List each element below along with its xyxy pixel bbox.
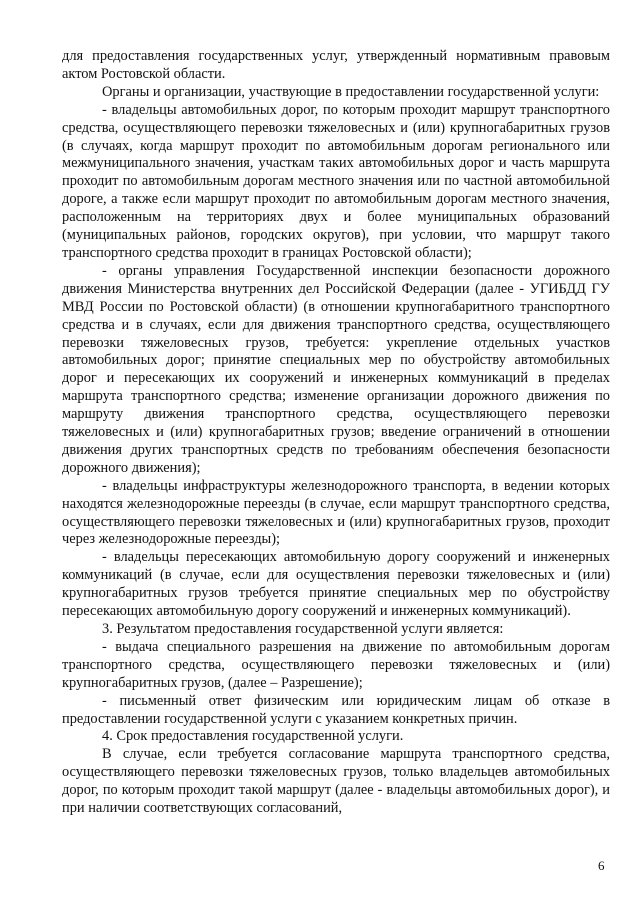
paragraph-intro-continuation: для предоставления государственных услуг, утвержденный нормативным правовым актом Ростовской области. [62,48,610,82]
list-item-permit-issuance: - выдача специального разрешения на движение по автомобильным дорогам транспортного средства, осуществляющего перевозки тяжеловесных и (или) крупногабаритных грузов, (далее – Разрешение); [62,638,610,691]
list-item-written-refusal: - письменный ответ физическим или юридическим лицам об отказе в предоставлении государственной услуги с указанием конкретных причин. [62,692,610,727]
paragraph-route-approval: В случае, если требуется согласование маршрута транспортного средства, осуществляющего перевозки тяжеловесных грузов, только владельцев автомобильных дорог, по которым проходит такой маршрут (далее - владельцы автомобильных дорог), и при наличии соответствующих согласований, [62,746,610,817]
section-3-heading: 3. Результатом предоставления государственной услуги является: [102,621,504,637]
document-body [62,48,610,818]
page-number: 6 [598,858,605,873]
list-item-railway-owners: - владельцы инфраструктуры железнодорожного транспорта, в ведении которых находятся железнодорожные переезды (в случае, если маршрут транспортного средства, осуществляющего перевозки тяжеловесных и (или) крупногабаритных грузов, проходит через железнодорожные переезды); [62,477,610,548]
list-item-utility-owners: - владельцы пересекающих автомобильную дорогу сооружений и инженерных коммуникаций (в случае, если для осуществления перевозки тяжеловесных и (или) крупногабаритных грузов требуется принятие специальных мер по обустройству пересекающих автомобильную дорогу сооружений и инженерных коммуникаций). [62,549,610,620]
paragraph-participating-organizations: Органы и организации, участвующие в предоставлении государственной услуги: [102,83,600,100]
section-4-heading: 4. Срок предоставления государственной услуги. [102,728,404,745]
list-item-road-owners: - владельцы автомобильных дорог, по которым проходит маршрут транспортного средства, осуществляющего перевозки тяжеловесных и (или) крупногабаритных грузов (в случаях, когда маршрут проходит по автомобильным дорогам регионального или межмуниципального значения, участкам таких автомобильных дорог и часть маршрута проходит по автомобильным дорогам местного значения или по частной автомобильной дороге, а также если маршрут проходит по автомобильным дорогам местного значения, расположенным на территориях двух и более муниципальных образований (муниципальных районов, городских округов), при условии, что маршрут такого транспортного средства проходит в границах Ростовской области); [62,101,610,261]
list-item-traffic-police: - органы управления Государственной инспекции безопасности дорожного движения Министерства внутренних дел Российской Федерации (далее - УГИБДД ГУ МВД России по Ростовской области) (в отношении крупногабаритного транспортного средства и в случаях, если для движения транспортного средства, осуществляющего перевозки тяжеловесных грузов, требуется: укрепление отдельных участков автомобильных дорог; принятие специальных мер по обустройству автомобильных дорог и пересекающих их сооружений и инженерных коммуникаций в пределах маршрута транспортного средства; изменение организации дорожного движения по маршруту движения транспортного средства, осуществляющего перевозки тяжеловесных и (или) крупногабаритных грузов; введение ограничений в отношении движения других транспортных средств по требованиям обеспечения безопасности дорожного движения); [62,262,610,476]
